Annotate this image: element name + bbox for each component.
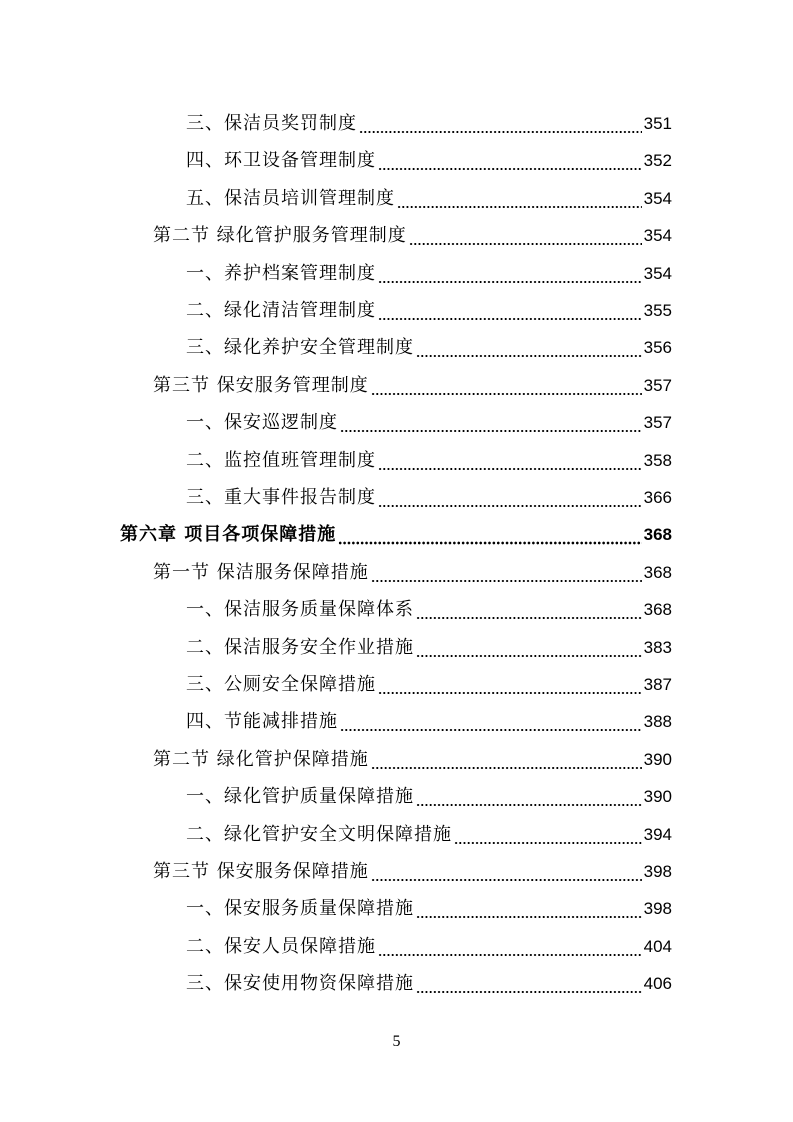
toc-entry-page: 357	[643, 413, 672, 433]
toc-entry-page: 398	[643, 862, 672, 881]
toc-entry-title: 四、环卫设备管理制度	[186, 150, 376, 172]
toc-leader-dots	[378, 450, 642, 472]
toc-leader-dots	[409, 225, 642, 247]
toc-entry[interactable]	[186, 587, 672, 621]
toc-leader-dots	[340, 711, 642, 733]
toc-entry[interactable]	[186, 662, 672, 696]
toc-leader-dots	[340, 412, 642, 434]
toc-entry[interactable]	[186, 812, 672, 846]
toc-entry-title: 三、保洁员奖罚制度	[186, 113, 357, 134]
toc-entry-title: 一、保安巡逻制度	[186, 412, 338, 434]
toc-entry-title: 二、保洁服务安全作业措施	[186, 636, 414, 658]
toc-leader-dots	[454, 824, 642, 846]
toc-entry-page: 394	[643, 824, 672, 844]
toc-leader-dots	[397, 188, 642, 210]
toc-entry-title: 第三节 保安服务保障措施	[153, 861, 369, 882]
toc-entry-title: 一、绿化管护质量保障措施	[186, 786, 414, 808]
toc-leader-dots	[416, 337, 642, 359]
toc-entry-page: 368	[643, 525, 672, 545]
toc-leader-dots	[378, 300, 642, 322]
toc-leader-dots	[416, 599, 642, 621]
toc-entry[interactable]	[186, 251, 672, 285]
toc-entry-page: 404	[643, 936, 672, 956]
toc-entry-page: 390	[643, 749, 672, 769]
toc-entry-title: 第二节 绿化管护服务管理制度	[153, 225, 407, 247]
page-number: 5	[392, 1033, 401, 1050]
toc-leader-dots	[416, 898, 642, 920]
toc-entry[interactable]	[186, 101, 672, 135]
toc-chapter-entry[interactable]	[120, 512, 672, 546]
toc-leader-dots	[416, 973, 642, 995]
toc-entry-title: 第六章 项目各项保障措施	[120, 524, 337, 546]
toc-leader-dots	[371, 562, 642, 584]
toc-entry-page: 368	[643, 600, 672, 620]
toc-leader-dots	[338, 524, 641, 546]
toc-entry-title: 一、保安服务质量保障措施	[186, 898, 414, 920]
toc-entry[interactable]	[186, 625, 672, 659]
toc-leader-dots	[371, 375, 642, 397]
toc-entry-title: 三、绿化养护安全管理制度	[186, 337, 414, 359]
toc-entry-title: 五、保洁员培训管理制度	[186, 187, 395, 209]
toc-entry[interactable]	[186, 886, 672, 920]
toc-entry-page: 368	[643, 562, 672, 582]
toc-leader-dots	[371, 861, 642, 883]
toc-entry-title: 三、重大事件报告制度	[186, 487, 376, 508]
toc-entry-page: 351	[643, 114, 672, 133]
toc-leader-dots	[378, 674, 642, 696]
toc-leader-dots	[378, 150, 642, 172]
toc-leader-dots	[416, 786, 642, 808]
toc-entry-page: 366	[643, 488, 672, 507]
toc-entry-title: 三、保安使用物资保障措施	[186, 973, 414, 995]
toc-entry[interactable]	[186, 438, 672, 472]
toc-entry-page: 354	[643, 188, 672, 208]
toc-entry[interactable]	[186, 325, 672, 359]
toc-section-entry[interactable]	[153, 550, 672, 584]
toc-entry-page: 398	[643, 899, 672, 919]
toc-entry-title: 二、绿化清洁管理制度	[186, 300, 376, 321]
toc-entry[interactable]	[186, 288, 672, 322]
toc-entry-page: 357	[643, 375, 672, 395]
toc-entry-page: 390	[643, 787, 672, 807]
toc-entry-page: 352	[643, 151, 672, 171]
toc-leader-dots	[378, 263, 642, 285]
toc-entry-title: 一、养护档案管理制度	[186, 262, 376, 284]
toc-section-entry[interactable]	[153, 213, 672, 247]
toc-entry[interactable]	[186, 475, 672, 509]
toc-entry[interactable]	[186, 961, 672, 995]
toc-entry-title: 二、绿化管护安全文明保障措施	[186, 823, 452, 845]
toc-entry-page: 388	[643, 712, 672, 732]
toc-section-entry[interactable]	[153, 849, 672, 883]
toc-leader-dots	[359, 113, 642, 135]
toc-entry-page: 356	[643, 338, 672, 358]
toc-entry-title: 三、公厕安全保障措施	[186, 674, 376, 695]
toc-entry[interactable]	[186, 176, 672, 210]
toc-entry-title: 二、监控值班管理制度	[186, 449, 376, 471]
toc-leader-dots	[378, 936, 642, 958]
toc-entry[interactable]	[186, 774, 672, 808]
toc-entry-title: 四、节能减排措施	[186, 711, 338, 733]
toc-section-entry[interactable]	[153, 363, 672, 397]
toc-entry-page: 354	[643, 226, 672, 246]
toc-leader-dots	[378, 487, 642, 509]
toc-entry-page: 383	[643, 637, 672, 657]
toc-entry[interactable]	[186, 138, 672, 172]
toc-entry-title: 第一节 保洁服务保障措施	[153, 561, 369, 583]
toc-entry-page: 406	[643, 974, 672, 994]
toc-entry[interactable]	[186, 400, 672, 434]
toc-section-entry[interactable]	[153, 737, 672, 771]
toc-entry[interactable]	[186, 699, 672, 733]
toc-entry-title: 二、保安人员保障措施	[186, 935, 376, 957]
toc-entry-title: 一、保洁服务质量保障体系	[186, 599, 414, 621]
toc-entry[interactable]	[186, 924, 672, 958]
toc-entry-page: 355	[643, 301, 672, 320]
toc-entry-page: 354	[643, 263, 672, 283]
toc-entry-title: 第三节 保安服务管理制度	[153, 374, 369, 396]
toc-entry-page: 358	[643, 450, 672, 470]
toc-leader-dots	[416, 637, 642, 659]
toc-entry-page: 387	[643, 675, 672, 694]
toc-leader-dots	[371, 749, 642, 771]
toc-entry-title: 第二节 绿化管护保障措施	[153, 748, 369, 770]
